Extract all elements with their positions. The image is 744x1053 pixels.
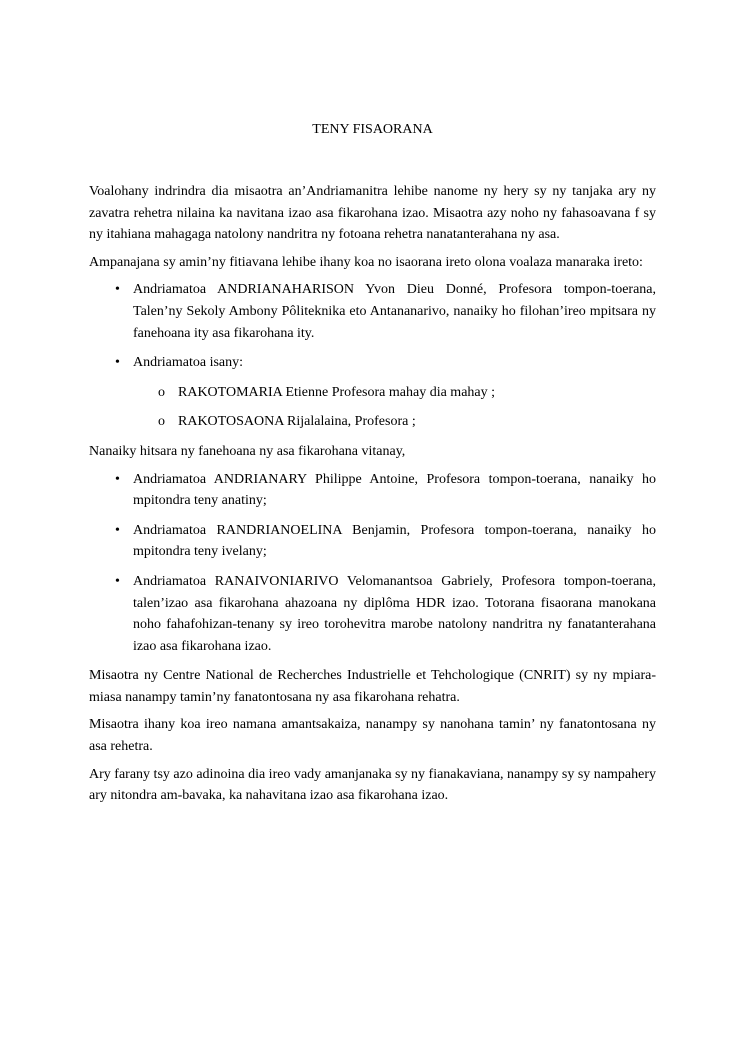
- bullet-list-jury-president: [89, 279, 656, 433]
- list-item: [89, 520, 656, 563]
- page-title: TENY FISAORANA: [312, 122, 433, 137]
- bullet-marker: •: [115, 573, 120, 589]
- sub-list-item-text: RAKOTOSAONA Rijalalaina, Profesora ;: [178, 414, 416, 430]
- list-item-text: Andriamatoa isany:: [133, 355, 244, 371]
- document-body: [89, 181, 656, 813]
- paragraph-friends: Misaotra ihany koa ireo namana amantsakaiza, nanampy sy nanohana tamin’ ny fanatontosana ny asa rehetra.: [89, 717, 656, 755]
- bullet-marker: •: [115, 471, 120, 487]
- bullet-list-jury-members: [89, 469, 656, 658]
- paragraph-intro: Voalohany indrindra dia misaotra an’Andriamanitra lehibe nanome ny hery sy ny tanjaka ary ny zavatra rehetra nilaina ka navitana izao asa fikarohana izao. Misaotra azy noho ny fahasoavana f sy ny itahiana mahagaga natolony nandritra ny fotoana rehetra nanatanterahana ny asa.: [89, 184, 656, 243]
- paragraph-thanks-intro: Ampanajana sy amin’ny fitiavana lehibe ihany koa no isaorana ireto olona voalaza manaraka ireto:: [89, 254, 643, 270]
- list-item-text: Andriamatoa ANDRIANARY Philippe Antoine, Profesora tompon-toerana, nanaiky ho mpitondra teny anatiny;: [133, 471, 656, 509]
- sub-list-item: [133, 382, 656, 404]
- list-item-text: Andriamatoa RANAIVONIARIVO Velomanantsoa Gabriely, Profesora tompon-toerana, talen’izao asa fikarohana ahazoana ny diplôma HDR izao. Totorana fisaorana manokana noho fahafohizan-tenany sy ireo torohevitra marobe natolony nandritra ny fanatanterahana izao asa fikarohana izao.: [133, 573, 656, 654]
- sub-list: [133, 382, 656, 433]
- paragraph-cnrit: Misaotra ny Centre National de Recherches Industrielle et Tehchologique (CNRIT) sy ny mpiara-miasa nanampy tamin’ny fanatontosana ny asa fikarohana rehatra.: [89, 668, 656, 705]
- sub-list-item-text: RAKOTOMARIA Etienne Profesora mahay dia mahay ;: [178, 384, 496, 400]
- list-item: [89, 571, 656, 657]
- paragraph-jury: Nanaiky hitsara ny fanehoana ny asa fikarohana vitanay,: [89, 443, 406, 459]
- circle-marker: o: [158, 384, 165, 400]
- bullet-marker: •: [115, 355, 120, 371]
- circle-marker: o: [158, 414, 165, 430]
- list-item: [89, 279, 656, 344]
- bullet-marker: •: [115, 282, 120, 298]
- list-item: [89, 352, 656, 433]
- sub-list-item: [133, 411, 656, 433]
- list-item: [89, 469, 656, 512]
- list-item-text: Andriamatoa RANDRIANOELINA Benjamin, Profesora tompon-toerana, nanaiky ho mpitondra teny ivelany;: [133, 522, 656, 560]
- bullet-marker: •: [115, 522, 120, 538]
- paragraph-family: Ary farany tsy azo adinoina dia ireo vady amanjanaka sy ny fianakaviana, nanampy sy sy nampahery ary nitondra am-bavaka, ka nahavitana izao asa fikarohana izao.: [89, 766, 656, 804]
- list-item-text: Andriamatoa ANDRIANAHARISON Yvon Dieu Donné, Profesora tompon-toerana, Talen’ny Sekoly Ambony Pôliteknika eto Antananarivo, nanaiky ho filohan’ireo mpitsara ny fanehoana ity asa fikarohana ity.: [133, 282, 656, 341]
